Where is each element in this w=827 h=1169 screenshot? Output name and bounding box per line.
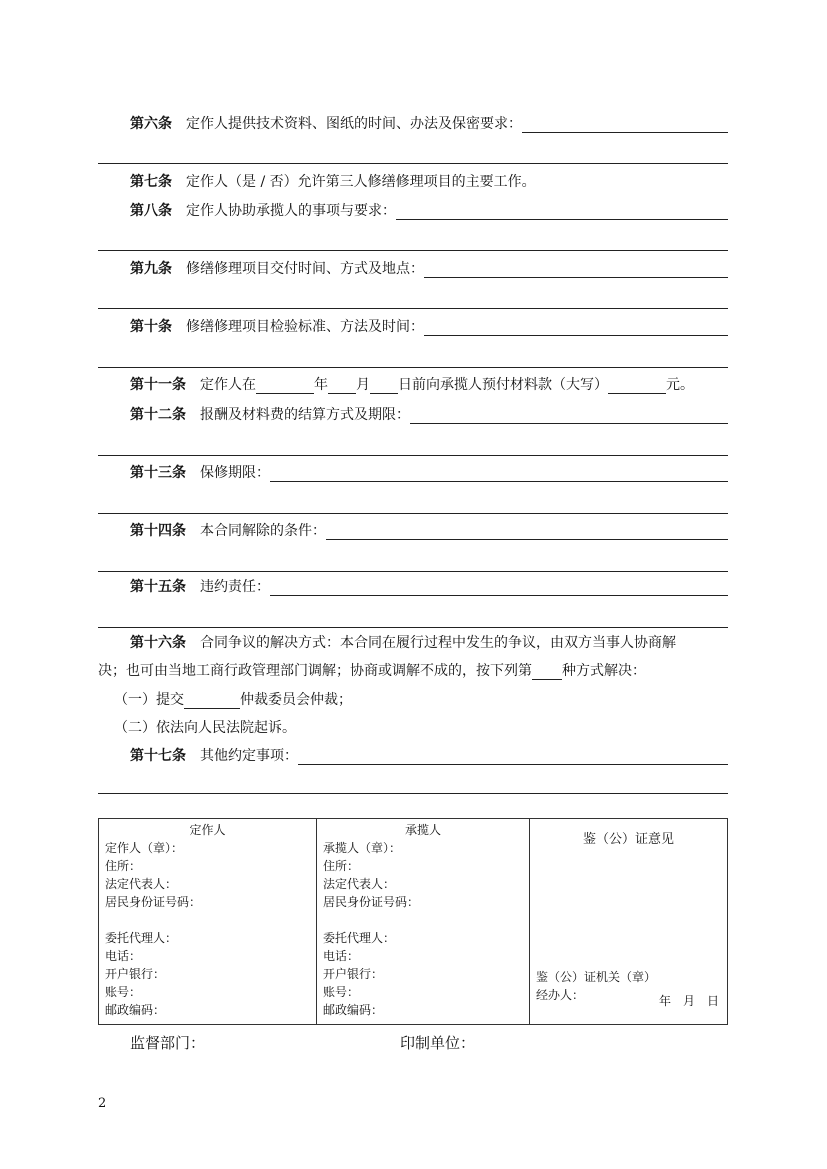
article-text: 其他约定事项：	[200, 748, 298, 764]
text: （二）依法向人民法院起诉。	[114, 720, 296, 736]
article-label: 第十条	[130, 319, 172, 335]
divider	[98, 793, 728, 794]
article-16	[130, 632, 728, 652]
article-text: 违约责任：	[200, 579, 270, 595]
article-label: 第九条	[130, 261, 172, 277]
column-title: 鉴（公）证意见	[582, 832, 674, 847]
article-text: 修缮修理项目检验标准、方法及时间：	[186, 319, 424, 335]
undertaker-cell	[317, 819, 530, 1025]
fill-line[interactable]	[424, 319, 728, 336]
column-title: 定作人	[189, 823, 226, 837]
field: 法定代表人：	[105, 877, 178, 891]
article-text: 定作人协助承揽人的事项与要求：	[186, 203, 396, 219]
text: 定作人在	[200, 377, 256, 393]
article-16-line2	[98, 660, 728, 680]
fill-line[interactable]	[270, 579, 728, 596]
divider	[98, 250, 728, 251]
contractor-cell	[99, 819, 317, 1025]
fill-line[interactable]	[298, 748, 728, 765]
signature-table	[98, 818, 728, 1025]
field: 住所：	[323, 859, 360, 873]
fill-line[interactable]	[270, 465, 728, 482]
divider	[98, 308, 728, 309]
handler: 经办人：	[536, 988, 585, 1002]
article-label: 第十二条	[130, 407, 186, 423]
printer-label: 印制单位：	[400, 1034, 476, 1052]
article-6	[130, 113, 728, 133]
article-label: 第六条	[130, 116, 172, 132]
supervisor-label: 监督部门：	[130, 1034, 206, 1052]
text: 日前向承揽人预付材料款（大写）	[398, 377, 608, 393]
field: 账号：	[323, 985, 360, 999]
article-label: 第八条	[130, 203, 172, 219]
amount-blank[interactable]	[608, 377, 666, 394]
field: 电话：	[323, 949, 360, 963]
divider	[98, 513, 728, 514]
text: （一）提交	[114, 692, 184, 708]
text: 仲裁委员会仲裁；	[240, 692, 352, 708]
fill-line[interactable]	[424, 261, 728, 278]
text: 决；也可由当地工商行政管理部门调解；协商或调解不成的，按下列第	[98, 663, 532, 679]
field: 开户银行：	[105, 967, 166, 981]
article-text: 本合同解除的条件：	[200, 523, 326, 539]
text: 年	[314, 377, 328, 393]
date: 年 月 日	[658, 994, 719, 1008]
article-12	[130, 404, 728, 424]
article-label: 第十七条	[130, 748, 186, 764]
field: 定作人（章）：	[105, 841, 184, 855]
field: 法定代表人：	[323, 877, 396, 891]
field: 居民身份证号码：	[323, 895, 420, 909]
article-10	[130, 316, 728, 336]
divider	[98, 627, 728, 628]
article-9	[130, 258, 728, 278]
article-label: 第十六条	[130, 635, 186, 651]
article-text: 合同争议的解决方式：本合同在履行过程中发生的争议，由双方当事人协商解	[200, 635, 676, 651]
article-text: 报酬及材料费的结算方式及期限：	[200, 407, 410, 423]
article-label: 第十三条	[130, 465, 186, 481]
article-7	[130, 171, 728, 191]
day-blank[interactable]	[370, 377, 398, 394]
text: 种方式解决：	[562, 663, 646, 679]
text: 元。	[666, 377, 694, 393]
article-text: 定作人提供技术资料、图纸的时间、办法及保密要求：	[186, 116, 522, 132]
year-blank[interactable]	[256, 377, 314, 394]
fill-line[interactable]	[326, 523, 728, 540]
page-number: 2	[98, 1096, 107, 1111]
arbitration-blank[interactable]	[184, 692, 240, 709]
article-label: 第十一条	[130, 377, 186, 393]
field: 开户银行：	[323, 967, 384, 981]
month-blank[interactable]	[328, 377, 356, 394]
article-label: 第十四条	[130, 523, 186, 539]
field: 承揽人（章）：	[323, 841, 402, 855]
article-11	[130, 374, 728, 394]
column-title: 承揽人	[404, 823, 441, 837]
divider	[98, 571, 728, 572]
article-14	[130, 520, 728, 540]
article-label: 第七条	[130, 174, 172, 190]
fill-line[interactable]	[522, 116, 728, 133]
field: 邮政编码：	[323, 1003, 384, 1017]
text: 月	[356, 377, 370, 393]
field: 委托代理人：	[105, 931, 178, 945]
field: 居民身份证号码：	[105, 895, 202, 909]
divider	[98, 367, 728, 368]
article-text: 保修期限：	[200, 465, 270, 481]
fill-line[interactable]	[396, 203, 728, 220]
article-text: 定作人（是 / 否）允许第三人修缮修理项目的主要工作。	[186, 174, 536, 190]
article-17	[130, 745, 728, 765]
field: 委托代理人：	[323, 931, 396, 945]
option-1	[114, 689, 728, 709]
field: 邮政编码：	[105, 1003, 166, 1017]
notary-agency: 鉴（公）证机关（章）	[536, 970, 657, 984]
divider	[98, 455, 728, 456]
option-blank[interactable]	[532, 663, 562, 680]
article-15	[130, 576, 728, 596]
notary-cell	[530, 819, 728, 1025]
article-13	[130, 462, 728, 482]
field: 电话：	[105, 949, 142, 963]
field: 住所：	[105, 859, 142, 873]
field: 账号：	[105, 985, 142, 999]
divider	[98, 163, 728, 164]
article-label: 第十五条	[130, 579, 186, 595]
article-8	[130, 200, 728, 220]
option-2	[114, 717, 728, 737]
fill-line[interactable]	[410, 407, 728, 424]
article-text: 修缮修理项目交付时间、方式及地点：	[186, 261, 424, 277]
